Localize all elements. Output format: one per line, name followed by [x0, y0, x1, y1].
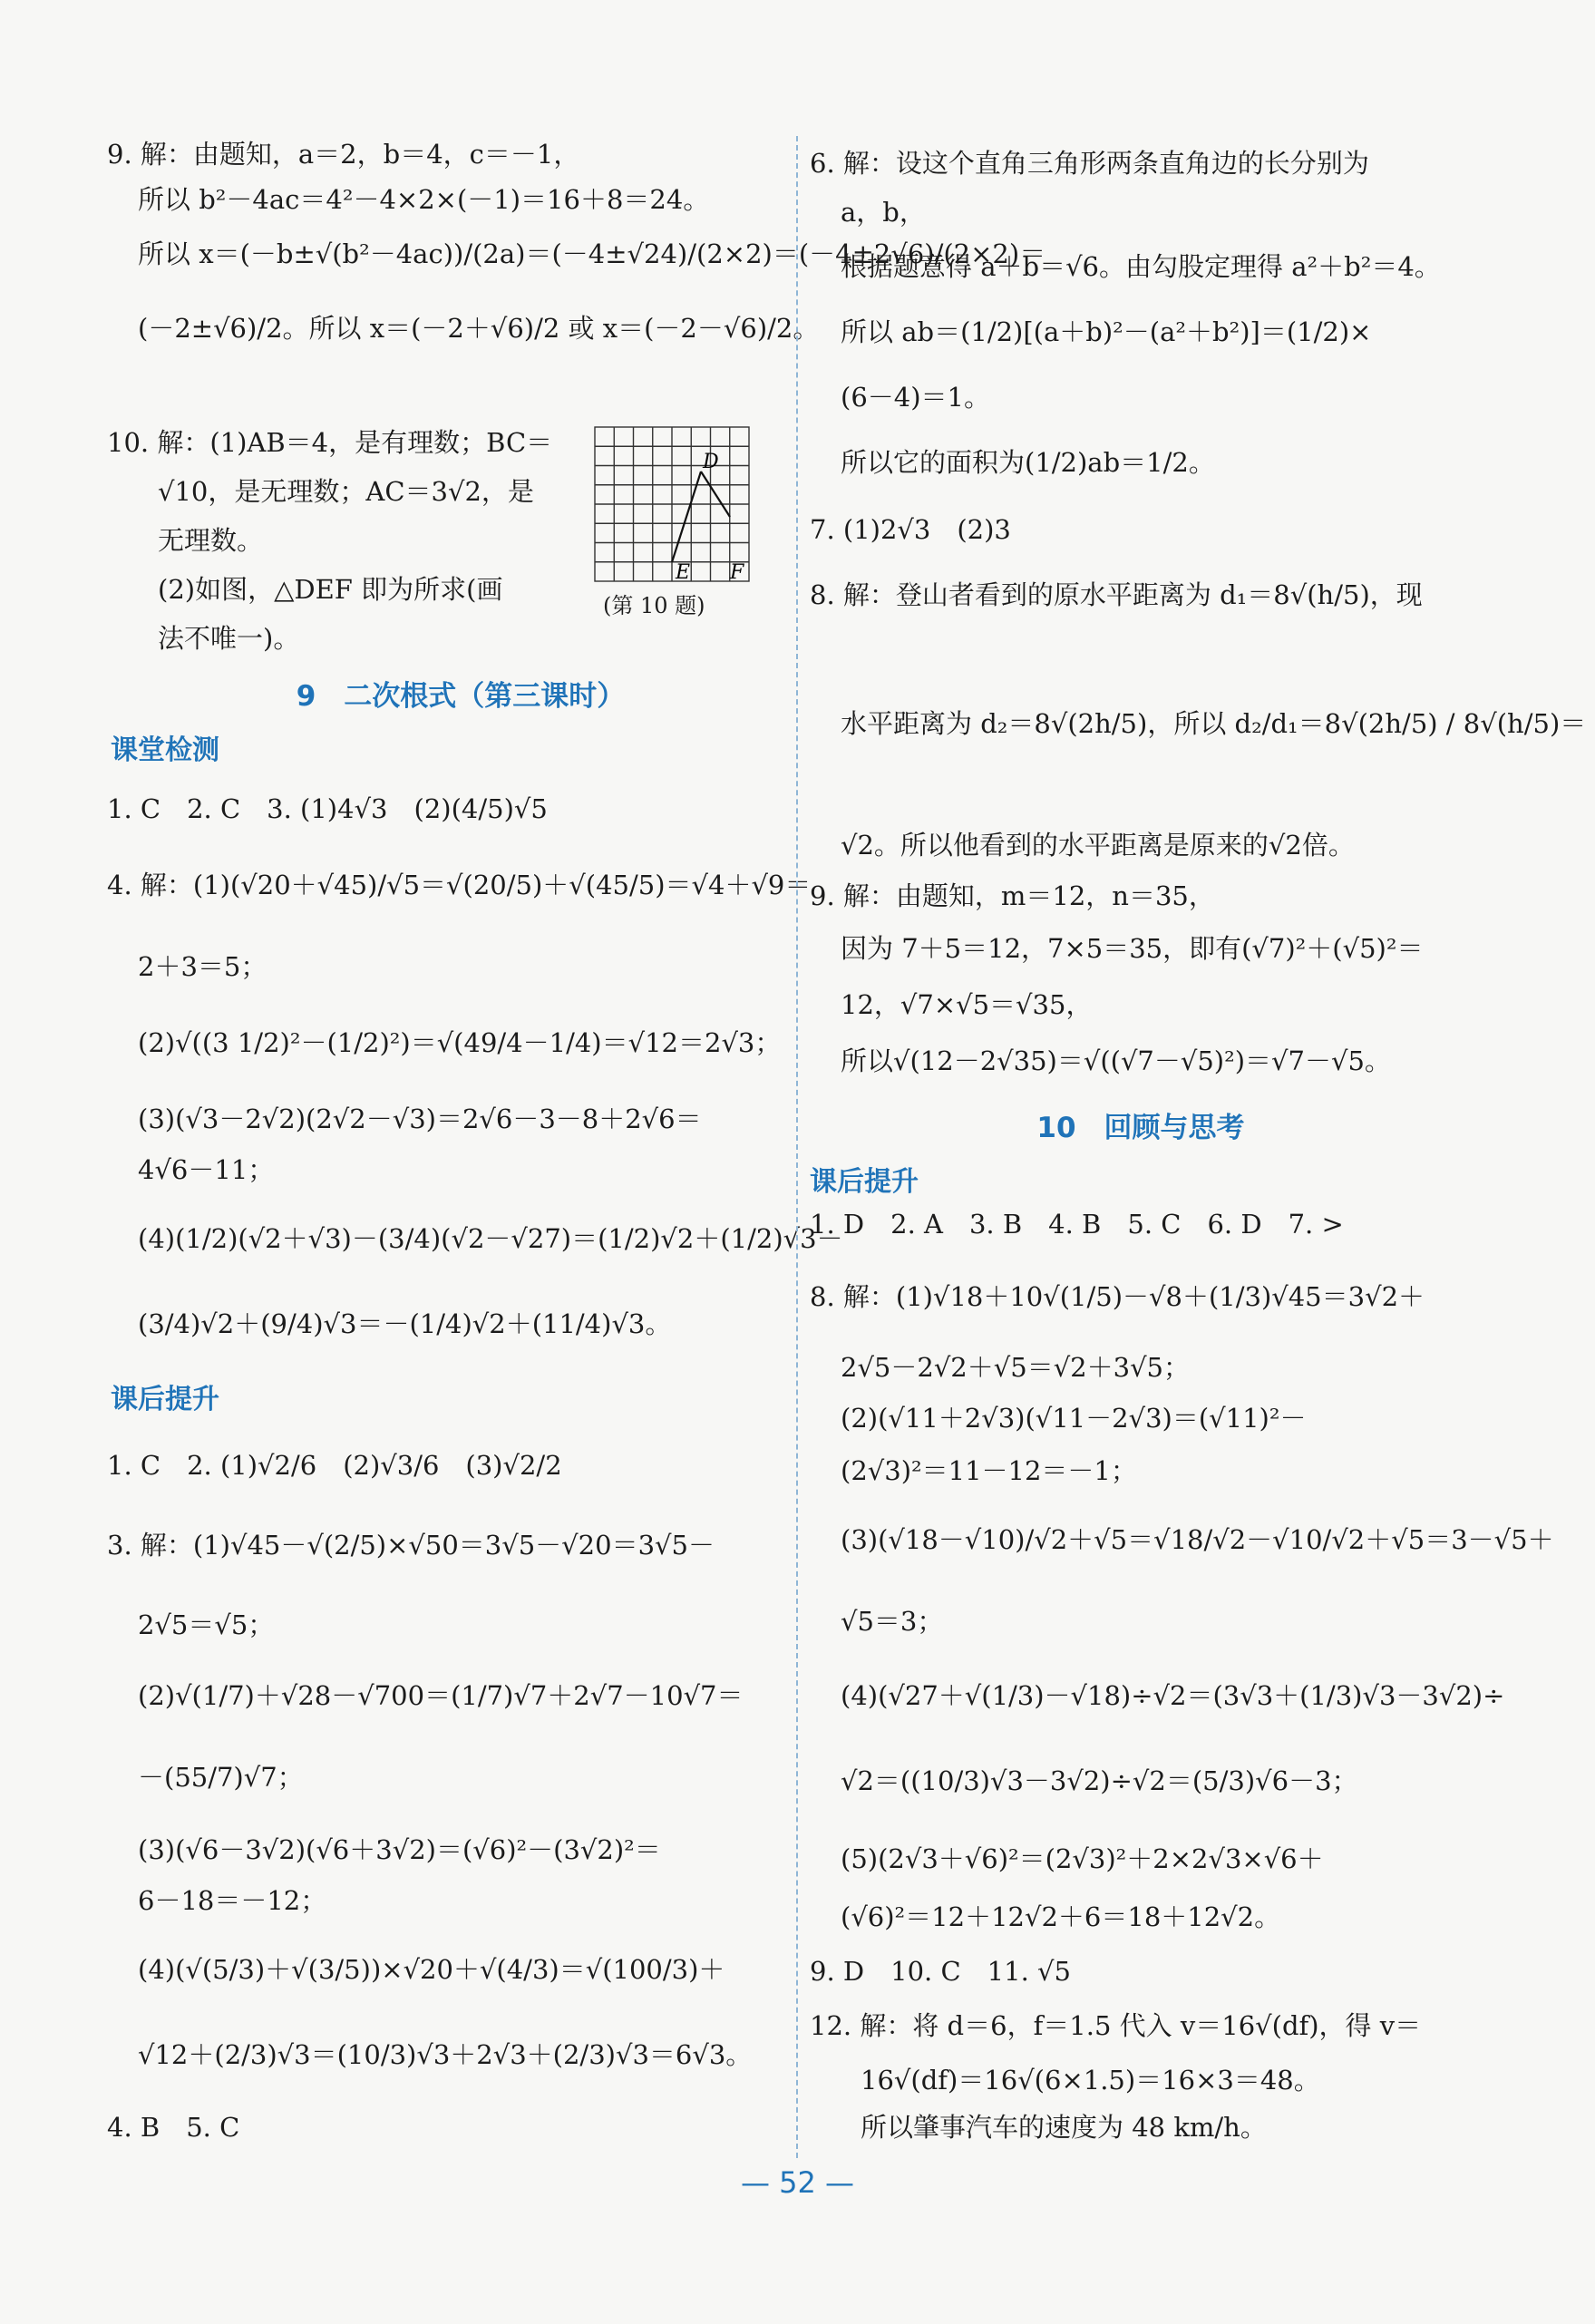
- answer-line: 所以它的面积为(1/2)ab＝1/2。: [841, 447, 1215, 478]
- answer-line: 9. 解：由题知，a＝2，b＝4，c＝－1，: [107, 139, 580, 170]
- answer-line: (√6)²＝12＋12√2＋6＝18＋12√2。: [841, 1901, 1281, 1932]
- answer-line: 9. D 10. C 11. √5: [810, 1956, 1071, 1987]
- answer-line: 6. 解：设这个直角三角形两条直角边的长分别为: [810, 148, 1369, 179]
- answer-line: (3)(√6－3√2)(√6＋3√2)＝(√6)²－(3√2)²＝: [138, 1834, 661, 1865]
- answer-line: (－2±√6)/2。所以 x＝(－2＋√6)/2 或 x＝(－2－√6)/2。: [138, 313, 820, 344]
- answer-line: 无理数。: [158, 525, 264, 556]
- answer-line: √12＋(2/3)√3＝(10/3)√3＋2√3＋(2/3)√3＝6√3。: [138, 2039, 753, 2070]
- answer-line: 1. C 2. (1)√2/6 (2)√3/6 (3)√2/2: [107, 1450, 562, 1481]
- answer-line: 2＋3＝5；: [138, 951, 267, 982]
- answer-line: 1. C 2. C 3. (1)4√3 (2)(4/5)√5: [107, 793, 548, 824]
- answer-line: 2√5＝√5；: [138, 1609, 275, 1640]
- section-title: 9 二次根式（第三课时）: [296, 680, 626, 713]
- section-title: 10 回顾与思考: [1036, 1112, 1245, 1144]
- answer-line: a，b，: [841, 197, 926, 228]
- answer-line: 7. (1)2√3 (2)3: [810, 514, 1011, 545]
- answer-line: 9. 解：由题知，m＝12，n＝35，: [810, 880, 1215, 911]
- answer-line: 12，√7×√5＝√35，: [841, 989, 1093, 1020]
- column-divider: [796, 136, 798, 2158]
- right-column: [810, 138, 1587, 2160]
- subsection-title: 课后提升: [810, 1166, 919, 1198]
- answer-line: √2＝((10/3)√3－3√2)÷√2＝(5/3)√6－3；: [841, 1765, 1358, 1796]
- answer-line: 法不唯一)。: [158, 623, 300, 654]
- answer-line: 10. 解：(1)AB＝4，是有理数；BC＝: [107, 427, 553, 458]
- answer-line: (2)√((3 1/2)²－(1/2)²)＝√(49/4－1/4)＝√12＝2√3；: [138, 1027, 782, 1058]
- subsection-title: 课后提升: [111, 1384, 219, 1415]
- answer-line: －(55/7)√7；: [138, 1762, 304, 1793]
- answer-line: 所以 ab＝(1/2)[(a＋b)²－(a²＋b²)]＝(1/2)×: [841, 316, 1372, 347]
- answer-line: 根据题意得 a＋b＝√6。由勾股定理得 a²＋b²＝4。: [841, 251, 1441, 282]
- answer-line: (3)(√18－√10)/√2＋√5＝√18/√2－√10/√2＋√5＝3－√5＋: [841, 1524, 1554, 1555]
- page-number: — 52 —: [740, 2165, 855, 2200]
- answer-line: (3)(√3－2√2)(2√2－√3)＝2√6－3－8＋2√6＝: [138, 1104, 702, 1134]
- answer-line: 4√6－11；: [138, 1154, 275, 1185]
- answer-line: √10，是无理数；AC＝3√2，是: [158, 476, 534, 507]
- label-e: E: [676, 561, 691, 582]
- answer-line: 8. 解：(1)√18＋10√(1/5)－√8＋(1/3)√45＝3√2＋: [810, 1281, 1425, 1312]
- answer-line: 16√(df)＝16√(6×1.5)＝16×3＝48。: [861, 2065, 1320, 2095]
- answer-line: √5＝3；: [841, 1606, 944, 1637]
- grid-figure: [594, 426, 750, 582]
- answer-line: 因为 7＋5＝12，7×5＝35，即有(√7)²＋(√5)²＝: [841, 933, 1424, 964]
- answer-line: 12. 解：将 d＝6，f＝1.5 代入 v＝16√(df)，得 v＝: [810, 2010, 1422, 2041]
- answer-line: 8. 解：登山者看到的原水平距离为 d₁＝8√(h/5)，现: [810, 579, 1423, 610]
- answer-line: (4)(1/2)(√2＋√3)－(3/4)(√2－√27)＝(1/2)√2＋(1/2)√3－: [138, 1223, 843, 1254]
- answer-line: 6－18＝－12；: [138, 1885, 327, 1916]
- answer-line: (3/4)√2＋(9/4)√3＝－(1/4)√2＋(11/4)√3。: [138, 1308, 672, 1339]
- label-d: D: [703, 451, 719, 473]
- answer-line: 所以 x＝(－b±√(b²－4ac))/(2a)＝(－4±√24)/(2×2)＝(－4±2√6)/(2×2)＝: [138, 238, 1046, 269]
- label-f: F: [730, 561, 744, 582]
- figure-caption: (第 10 题): [603, 593, 705, 618]
- answer-line: √2。所以他看到的水平距离是原来的√2倍。: [841, 830, 1355, 861]
- answer-line: (2√3)²＝11－12＝－1；: [841, 1455, 1137, 1486]
- answer-line: (4)(√27＋√(1/3)－√18)÷√2＝(3√3＋(1/3)√3－3√2)÷: [841, 1680, 1505, 1711]
- answer-line: 所以 b²－4ac＝4²－4×2×(－1)＝16＋8＝24。: [138, 184, 710, 215]
- answer-line: 4. B 5. C: [107, 2112, 240, 2143]
- answer-line: 1. D 2. A 3. B 4. B 5. C 6. D 7. >: [810, 1209, 1344, 1240]
- answer-line: (2)如图，△DEF 即为所求(画: [158, 574, 503, 605]
- answer-line: (2)(√11＋2√3)(√11－2√3)＝(√11)²－: [841, 1403, 1307, 1434]
- answer-line: (6－4)＝1。: [841, 382, 990, 413]
- answer-line: 所以√(12－2√35)＝√((√7－√5)²)＝√7－√5。: [841, 1045, 1391, 1076]
- answer-line: 3. 解：(1)√45－√(2/5)×√50＝3√5－√20＝3√5－: [107, 1530, 715, 1561]
- answer-line: 所以肇事汽车的速度为 48 km/h。: [861, 2112, 1267, 2143]
- answer-line: 2√5－2√2＋√5＝√2＋3√5；: [841, 1352, 1191, 1383]
- subsection-title: 课堂检测: [111, 734, 219, 766]
- answer-line: 水平距离为 d₂＝8√(2h/5)，所以 d₂/d₁＝8√(2h/5) / 8√(h/5)＝: [841, 708, 1587, 739]
- answer-line: 4. 解：(1)(√20＋√45)/√5＝√(20/5)＋√(45/5)＝√4＋√9＝: [107, 870, 812, 900]
- answer-line: (2)√(1/7)＋√28－√700＝(1/7)√7＋2√7－10√7＝: [138, 1680, 744, 1711]
- answer-line: (4)(√(5/3)＋√(3/5))×√20＋√(4/3)＝√(100/3)＋: [138, 1954, 725, 1985]
- answer-line: (5)(2√3＋√6)²＝(2√3)²＋2×2√3×√6＋: [841, 1843, 1324, 1874]
